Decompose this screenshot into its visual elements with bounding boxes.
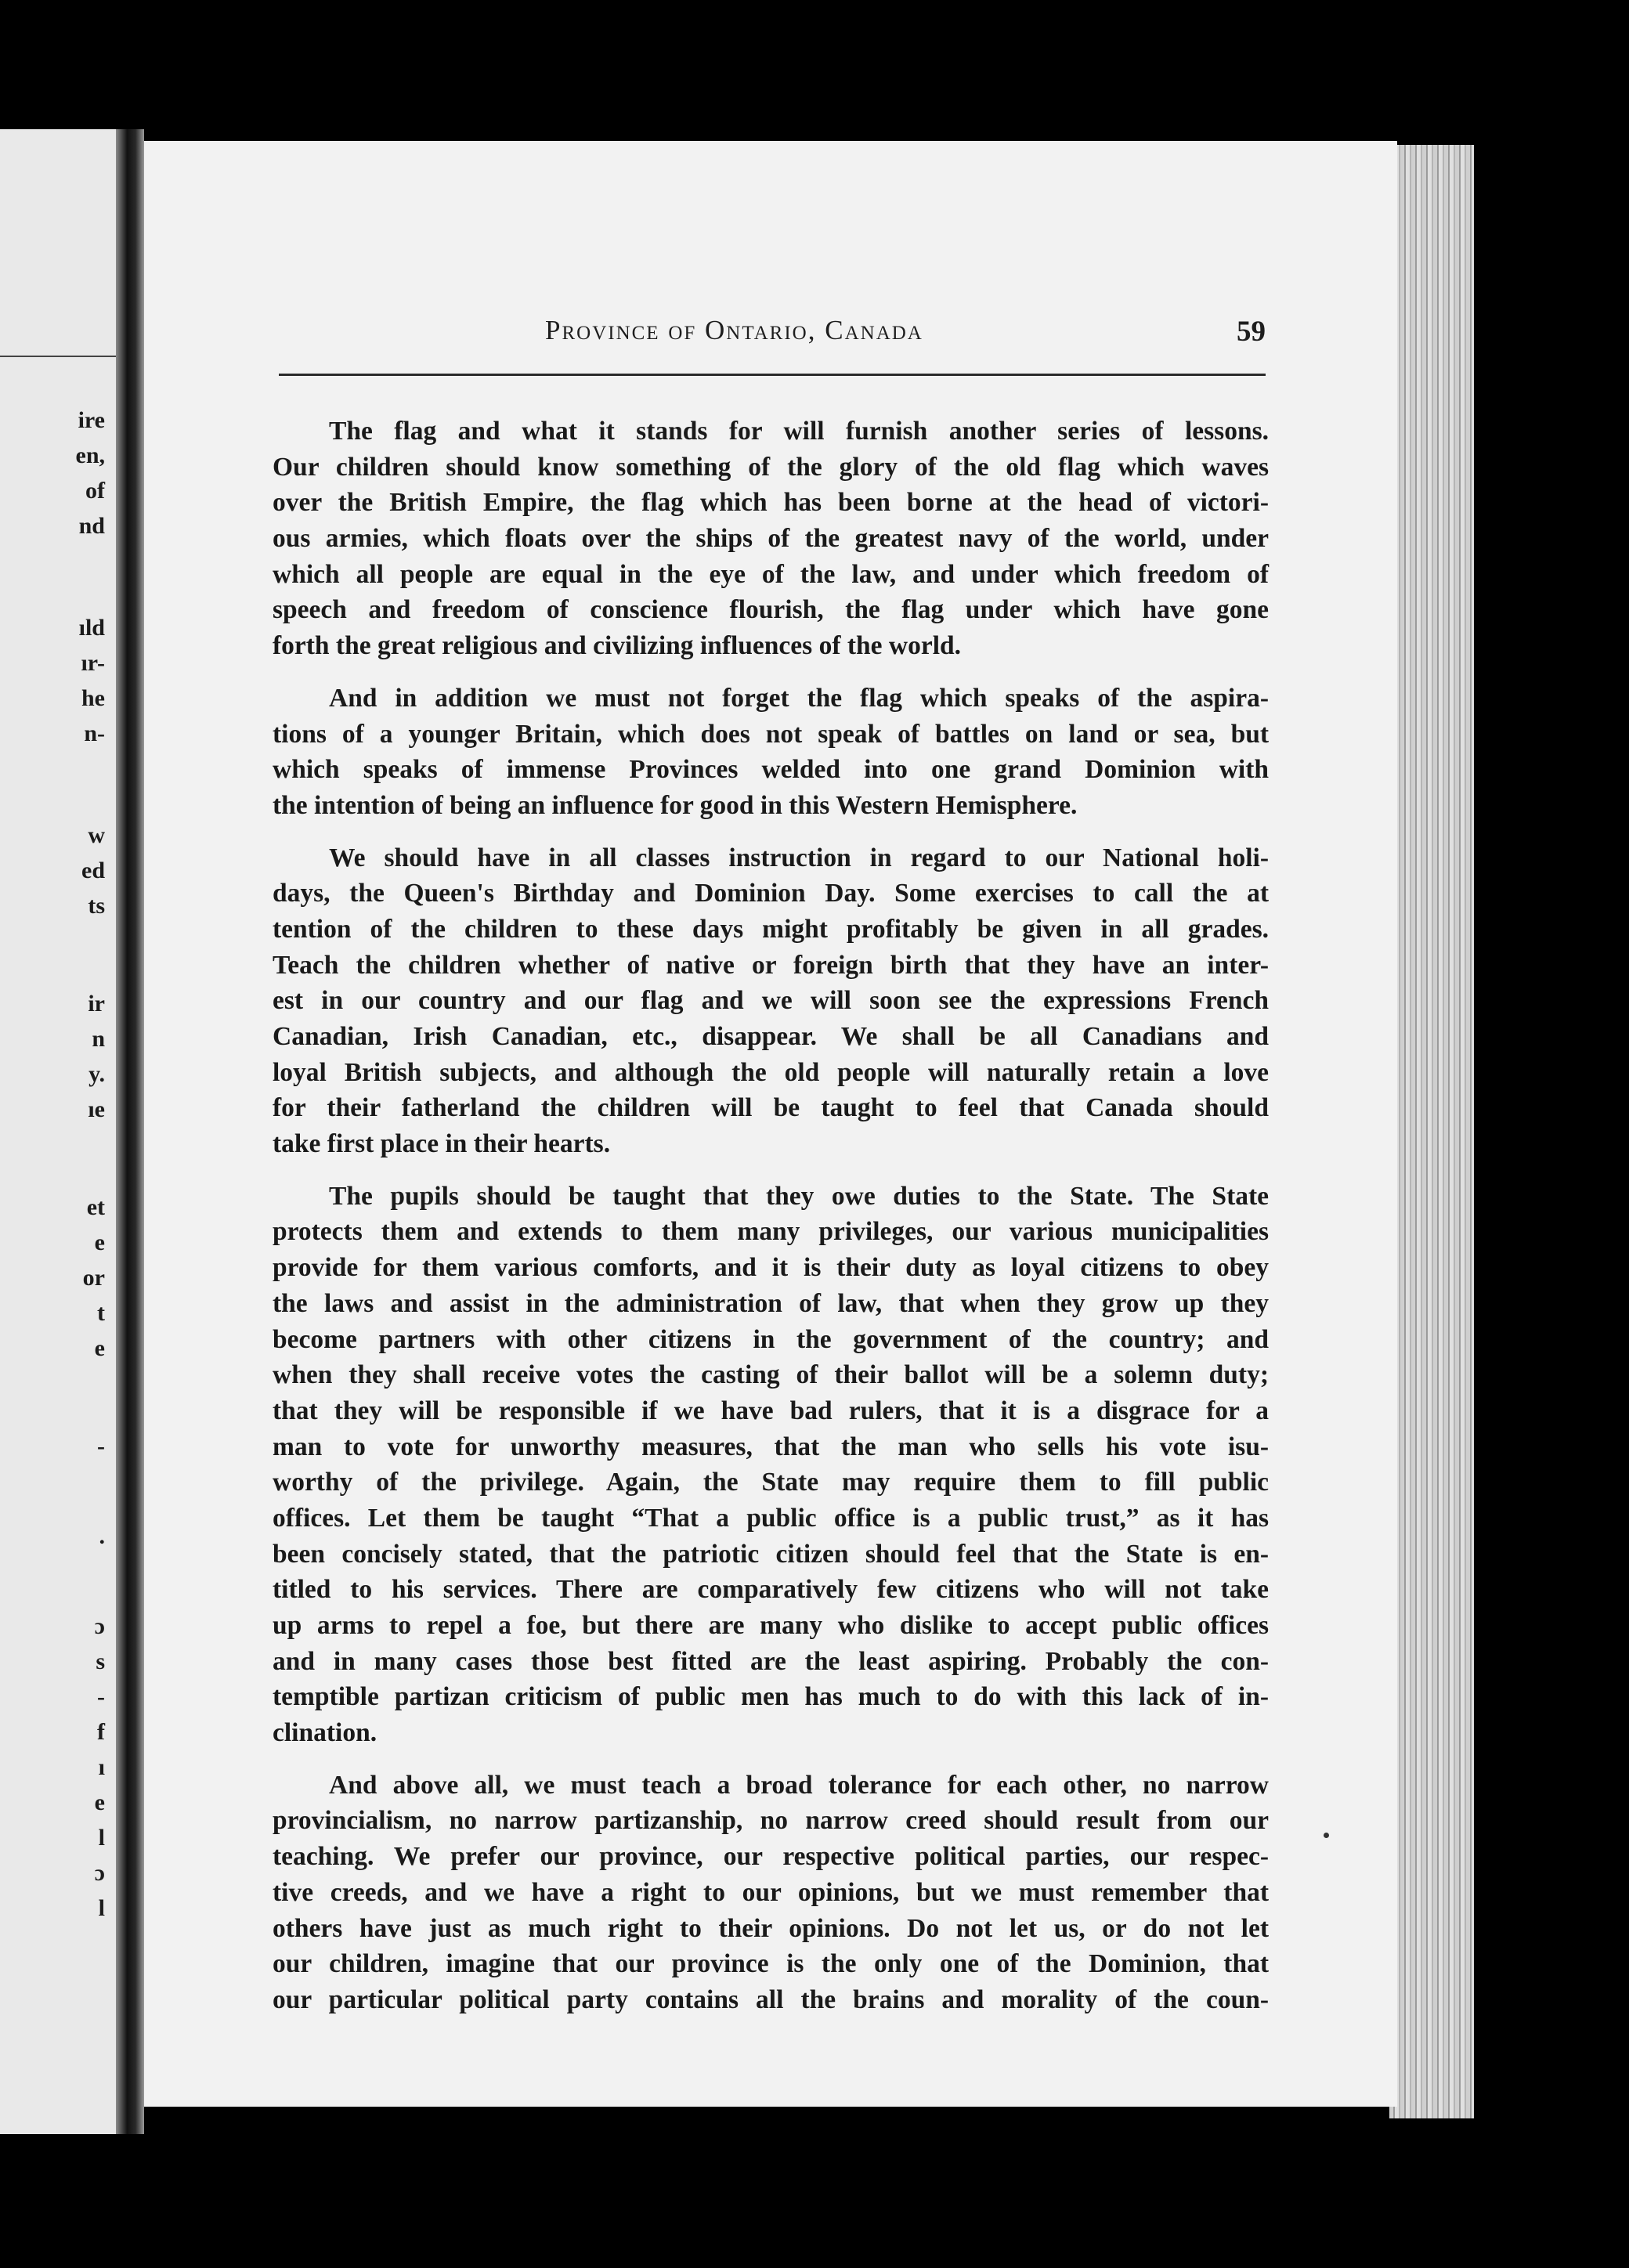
left-page-fragment: ed	[81, 858, 105, 883]
text-line: which speaks of immense Provinces welded into one grand Dominion with	[273, 755, 1269, 785]
text-line: man to vote for unworthy measures, that the man who sells his vote isu-	[273, 1432, 1269, 1461]
text-line: provide for them various comforts, and it is their duty as loyal citizens to obey	[273, 1253, 1269, 1283]
text-line: when they shall receive votes the casting of their ballot will be a solemn duty;	[273, 1360, 1269, 1390]
left-page-fragment: he	[81, 685, 105, 711]
speck-mark	[1324, 1833, 1329, 1838]
left-page-fragment: -	[97, 1433, 105, 1459]
text-line: teaching. We prefer our province, our respective political parties, our respec-	[273, 1842, 1269, 1872]
page-edge-stack	[1389, 145, 1474, 2118]
left-page-fragment: ıe	[88, 1096, 105, 1122]
left-page-fragment: l	[98, 1895, 105, 1921]
previous-page-edge	[0, 129, 116, 2134]
paragraph	[273, 681, 1269, 824]
text-line: We should have in all classes instruction in regard to our National holi-	[329, 843, 1269, 872]
book-gutter	[116, 129, 144, 2134]
text-line: ous armies, which floats over the ships of the greatest navy of the world, under	[273, 524, 1269, 554]
text-line: forth the great religious and civilizing influences of the world.	[273, 631, 962, 661]
left-page-fragment: ts	[88, 893, 105, 919]
paragraph	[273, 414, 1269, 664]
left-page-fragment: ır-	[81, 650, 105, 676]
text-line: And in addition we must not forget the flag which speaks of the aspira-	[329, 683, 1269, 713]
left-page-fragment: ire	[78, 407, 105, 433]
text-line: been concisely stated, that the patriotic citizen should feel that the State is en-	[273, 1539, 1269, 1569]
left-page-fragment: f	[97, 1719, 105, 1745]
paragraph	[273, 840, 1269, 1162]
text-line: provincialism, no narrow partizanship, no narrow creed should result from our	[273, 1806, 1269, 1836]
text-line: protects them and extends to them many privileges, our various municipalities	[273, 1217, 1269, 1247]
text-line: The flag and what it stands for will furnish another series of lessons.	[329, 417, 1269, 446]
text-line: clination.	[273, 1718, 377, 1748]
page-header	[279, 315, 1266, 362]
left-page-fragment: -	[97, 1684, 105, 1710]
text-line: Teach the children whether of native or foreign birth that they have an inter-	[273, 950, 1269, 980]
text-line: Our children should know something of the glory of the old flag which waves	[273, 452, 1269, 482]
left-page-fragment: et	[86, 1194, 105, 1220]
left-page-fragment: y.	[88, 1061, 105, 1087]
text-line: Canadian, Irish Canadian, etc., disappear. We shall be all Canadians and	[273, 1022, 1269, 1051]
text-line: our particular political party contains all the brains and morality of the coun-	[273, 1984, 1269, 2014]
paragraph	[273, 1179, 1269, 1751]
left-page-fragment: t	[97, 1300, 105, 1326]
text-line: The pupils should be taught that they owe duties to the State. The State	[329, 1181, 1269, 1211]
text-line: and in many cases those best fitted are the least aspiring. Probably the con-	[273, 1646, 1269, 1676]
text-line: the intention of being an influence for good in this Western Hemisphere.	[273, 790, 1078, 820]
text-line: tention of the children to these days might profitably be given in all grades.	[273, 914, 1269, 944]
page-number: 59	[1237, 316, 1266, 348]
text-line: that they will be responsible if we have bad rulers, that it is a disgrace for a	[273, 1396, 1269, 1425]
text-line: tive creeds, and we have a right to our opinions, but we must remember that	[273, 1877, 1269, 1907]
left-page-fragment: ɔ	[94, 1860, 105, 1886]
text-line: others have just as much right to their opinions. Do not let us, or do not let	[273, 1913, 1269, 1943]
left-page-fragment: ı	[98, 1754, 105, 1780]
body-text	[273, 414, 1269, 2035]
previous-page-header-rule	[0, 356, 116, 357]
left-page-fragment: ıld	[78, 615, 105, 641]
left-page-fragment: .	[99, 1523, 105, 1549]
header-rule	[279, 374, 1266, 376]
running-head: Province of Ontario, Canada	[545, 315, 923, 345]
left-page-fragment: s	[96, 1649, 105, 1674]
paragraph	[273, 1768, 1269, 2018]
left-page-fragment: e	[94, 1230, 105, 1255]
text-line: days, the Queen's Birthday and Dominion Day. Some exercises to call the at	[273, 879, 1269, 908]
left-page-fragment: en,	[75, 442, 105, 468]
left-page-fragment: ɔ	[94, 1613, 105, 1639]
text-line: loyal British subjects, and although the old people will naturally retain a love	[273, 1057, 1269, 1087]
text-line: over the British Empire, the flag which has been borne at the head of victori-	[273, 488, 1269, 518]
left-page-fragment: e	[94, 1335, 105, 1361]
left-page-fragment: l	[98, 1825, 105, 1851]
text-line: take first place in their hearts.	[273, 1129, 611, 1159]
text-line: up arms to repel a foe, but there are many who dislike to accept public offices	[273, 1611, 1269, 1640]
text-line: tions of a younger Britain, which does not speak of battles on land or sea, but	[273, 719, 1269, 749]
left-page-fragment: w	[88, 822, 105, 848]
left-page-fragment: nd	[78, 513, 105, 539]
text-line: which all people are equal in the eye of the law, and under which freedom of	[273, 559, 1269, 589]
text-line: titled to his services. There are comparatively few citizens who will not take	[273, 1575, 1269, 1605]
text-line: the laws and assist in the administration of law, that when they grow up they	[273, 1288, 1269, 1318]
text-line: est in our country and our flag and we will soon see the expressions French	[273, 986, 1269, 1016]
text-line: become partners with other citizens in the government of the country; and	[273, 1324, 1269, 1354]
left-page-fragment: ir	[88, 991, 105, 1017]
text-line: offices. Let them be taught “That a public office is a public trust,” as it has	[273, 1503, 1269, 1533]
left-page-fragment: n-	[84, 720, 105, 746]
text-line: worthy of the privilege. Again, the State may require them to fill public	[273, 1468, 1269, 1497]
text-line: speech and freedom of conscience flourish, the flag under which have gone	[273, 595, 1269, 625]
left-page-fragment: e	[94, 1789, 105, 1815]
text-line: temptible partizan criticism of public men has much to do with this lack of in-	[273, 1682, 1269, 1712]
left-page-fragment: n	[92, 1026, 105, 1052]
left-page-fragment: or	[82, 1265, 105, 1291]
text-line: And above all, we must teach a broad tolerance for each other, no narrow	[329, 1770, 1269, 1800]
text-line: our children, imagine that our province is the only one of the Dominion, that	[273, 1949, 1269, 1979]
text-line: for their fatherland the children will be taught to feel that Canada should	[273, 1093, 1269, 1123]
left-page-fragment: of	[85, 478, 105, 504]
